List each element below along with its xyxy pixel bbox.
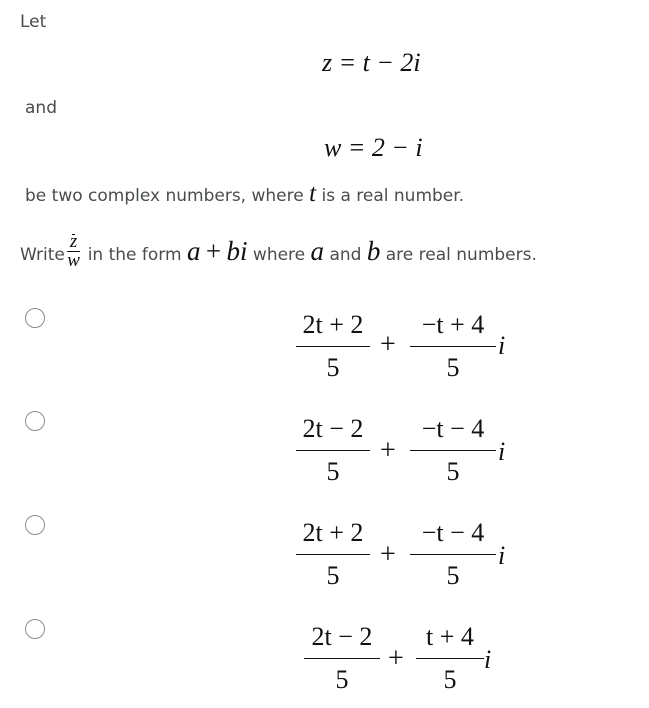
option-4-num-imag: t + 4 xyxy=(416,622,484,659)
option-3-fraction-imag xyxy=(410,518,496,591)
option-2-den-imag: 5 xyxy=(446,457,460,486)
option-3-fraction-real xyxy=(296,518,370,591)
option-1-fraction-imag xyxy=(410,310,496,383)
form-bi: bi xyxy=(226,236,248,266)
statement-suffix: is a real number. xyxy=(321,186,465,206)
option-1-expression[interactable] xyxy=(290,310,530,390)
option-2-radio[interactable] xyxy=(25,411,45,431)
option-3-num-imag: −t − 4 xyxy=(410,518,496,555)
equation-z-text: z = t − 2i xyxy=(322,48,421,77)
option-2-expression[interactable] xyxy=(290,414,530,494)
option-3-den-imag: 5 xyxy=(446,561,460,590)
where-b: b xyxy=(366,236,381,266)
write-prefix: Write xyxy=(20,245,65,265)
option-1-num-real: 2t + 2 xyxy=(296,310,370,347)
option-1-radio[interactable] xyxy=(25,308,45,328)
option-4-i: i xyxy=(484,645,492,674)
real-numbers-suffix: are real numbers. xyxy=(385,245,537,265)
option-3-i: i xyxy=(498,541,506,570)
statement-var-t: t xyxy=(309,180,317,207)
option-3-den-real: 5 xyxy=(326,561,340,590)
and-label: and xyxy=(25,98,57,118)
option-1-fraction-real xyxy=(296,310,370,383)
form-a: a xyxy=(186,236,201,266)
option-1-num-imag: −t + 4 xyxy=(410,310,496,347)
statement-prefix: be two complex numbers, where xyxy=(25,186,304,206)
option-4-plus: + xyxy=(388,643,404,674)
option-2-plus: + xyxy=(380,435,396,466)
fraction-denominator: w xyxy=(67,250,80,271)
option-4-radio[interactable] xyxy=(25,619,45,639)
option-2-fraction-real xyxy=(296,414,370,487)
option-2-num-imag: −t − 4 xyxy=(410,414,496,451)
option-3-radio[interactable] xyxy=(25,515,45,535)
option-4-fraction-imag xyxy=(416,622,484,695)
option-4-den-imag: 5 xyxy=(443,665,457,694)
option-1-den-imag: 5 xyxy=(446,353,460,382)
where-text: where xyxy=(252,245,306,265)
conjugate-fraction xyxy=(67,233,80,269)
option-4-den-real: 5 xyxy=(335,665,349,694)
and-text: and xyxy=(329,245,362,265)
option-4-num-real: 2t − 2 xyxy=(304,622,380,659)
option-1-plus: + xyxy=(380,329,396,360)
option-2-den-real: 5 xyxy=(326,457,340,486)
complex-numbers-statement xyxy=(25,180,465,207)
fraction-numerator xyxy=(67,233,80,252)
option-3-plus: + xyxy=(380,539,396,570)
option-3-num-real: 2t + 2 xyxy=(296,518,370,555)
option-1-i: i xyxy=(498,331,506,360)
numerator-text: z xyxy=(69,231,78,252)
where-a: a xyxy=(310,236,325,266)
write-instruction xyxy=(20,231,537,273)
form-plus: + xyxy=(205,236,222,266)
equation-z xyxy=(322,48,421,78)
form-text: in the form xyxy=(87,245,182,265)
conjugate-bar xyxy=(72,234,75,235)
equation-w-text: w = 2 − i xyxy=(324,133,423,162)
option-4-expression[interactable] xyxy=(300,622,530,702)
let-label: Let xyxy=(20,12,47,32)
option-3-expression[interactable] xyxy=(290,518,530,598)
option-1-den-real: 5 xyxy=(326,353,340,382)
equation-w xyxy=(324,133,423,163)
option-4-fraction-real xyxy=(304,622,380,695)
option-2-i: i xyxy=(498,437,506,466)
option-2-fraction-imag xyxy=(410,414,496,487)
option-2-num-real: 2t − 2 xyxy=(296,414,370,451)
